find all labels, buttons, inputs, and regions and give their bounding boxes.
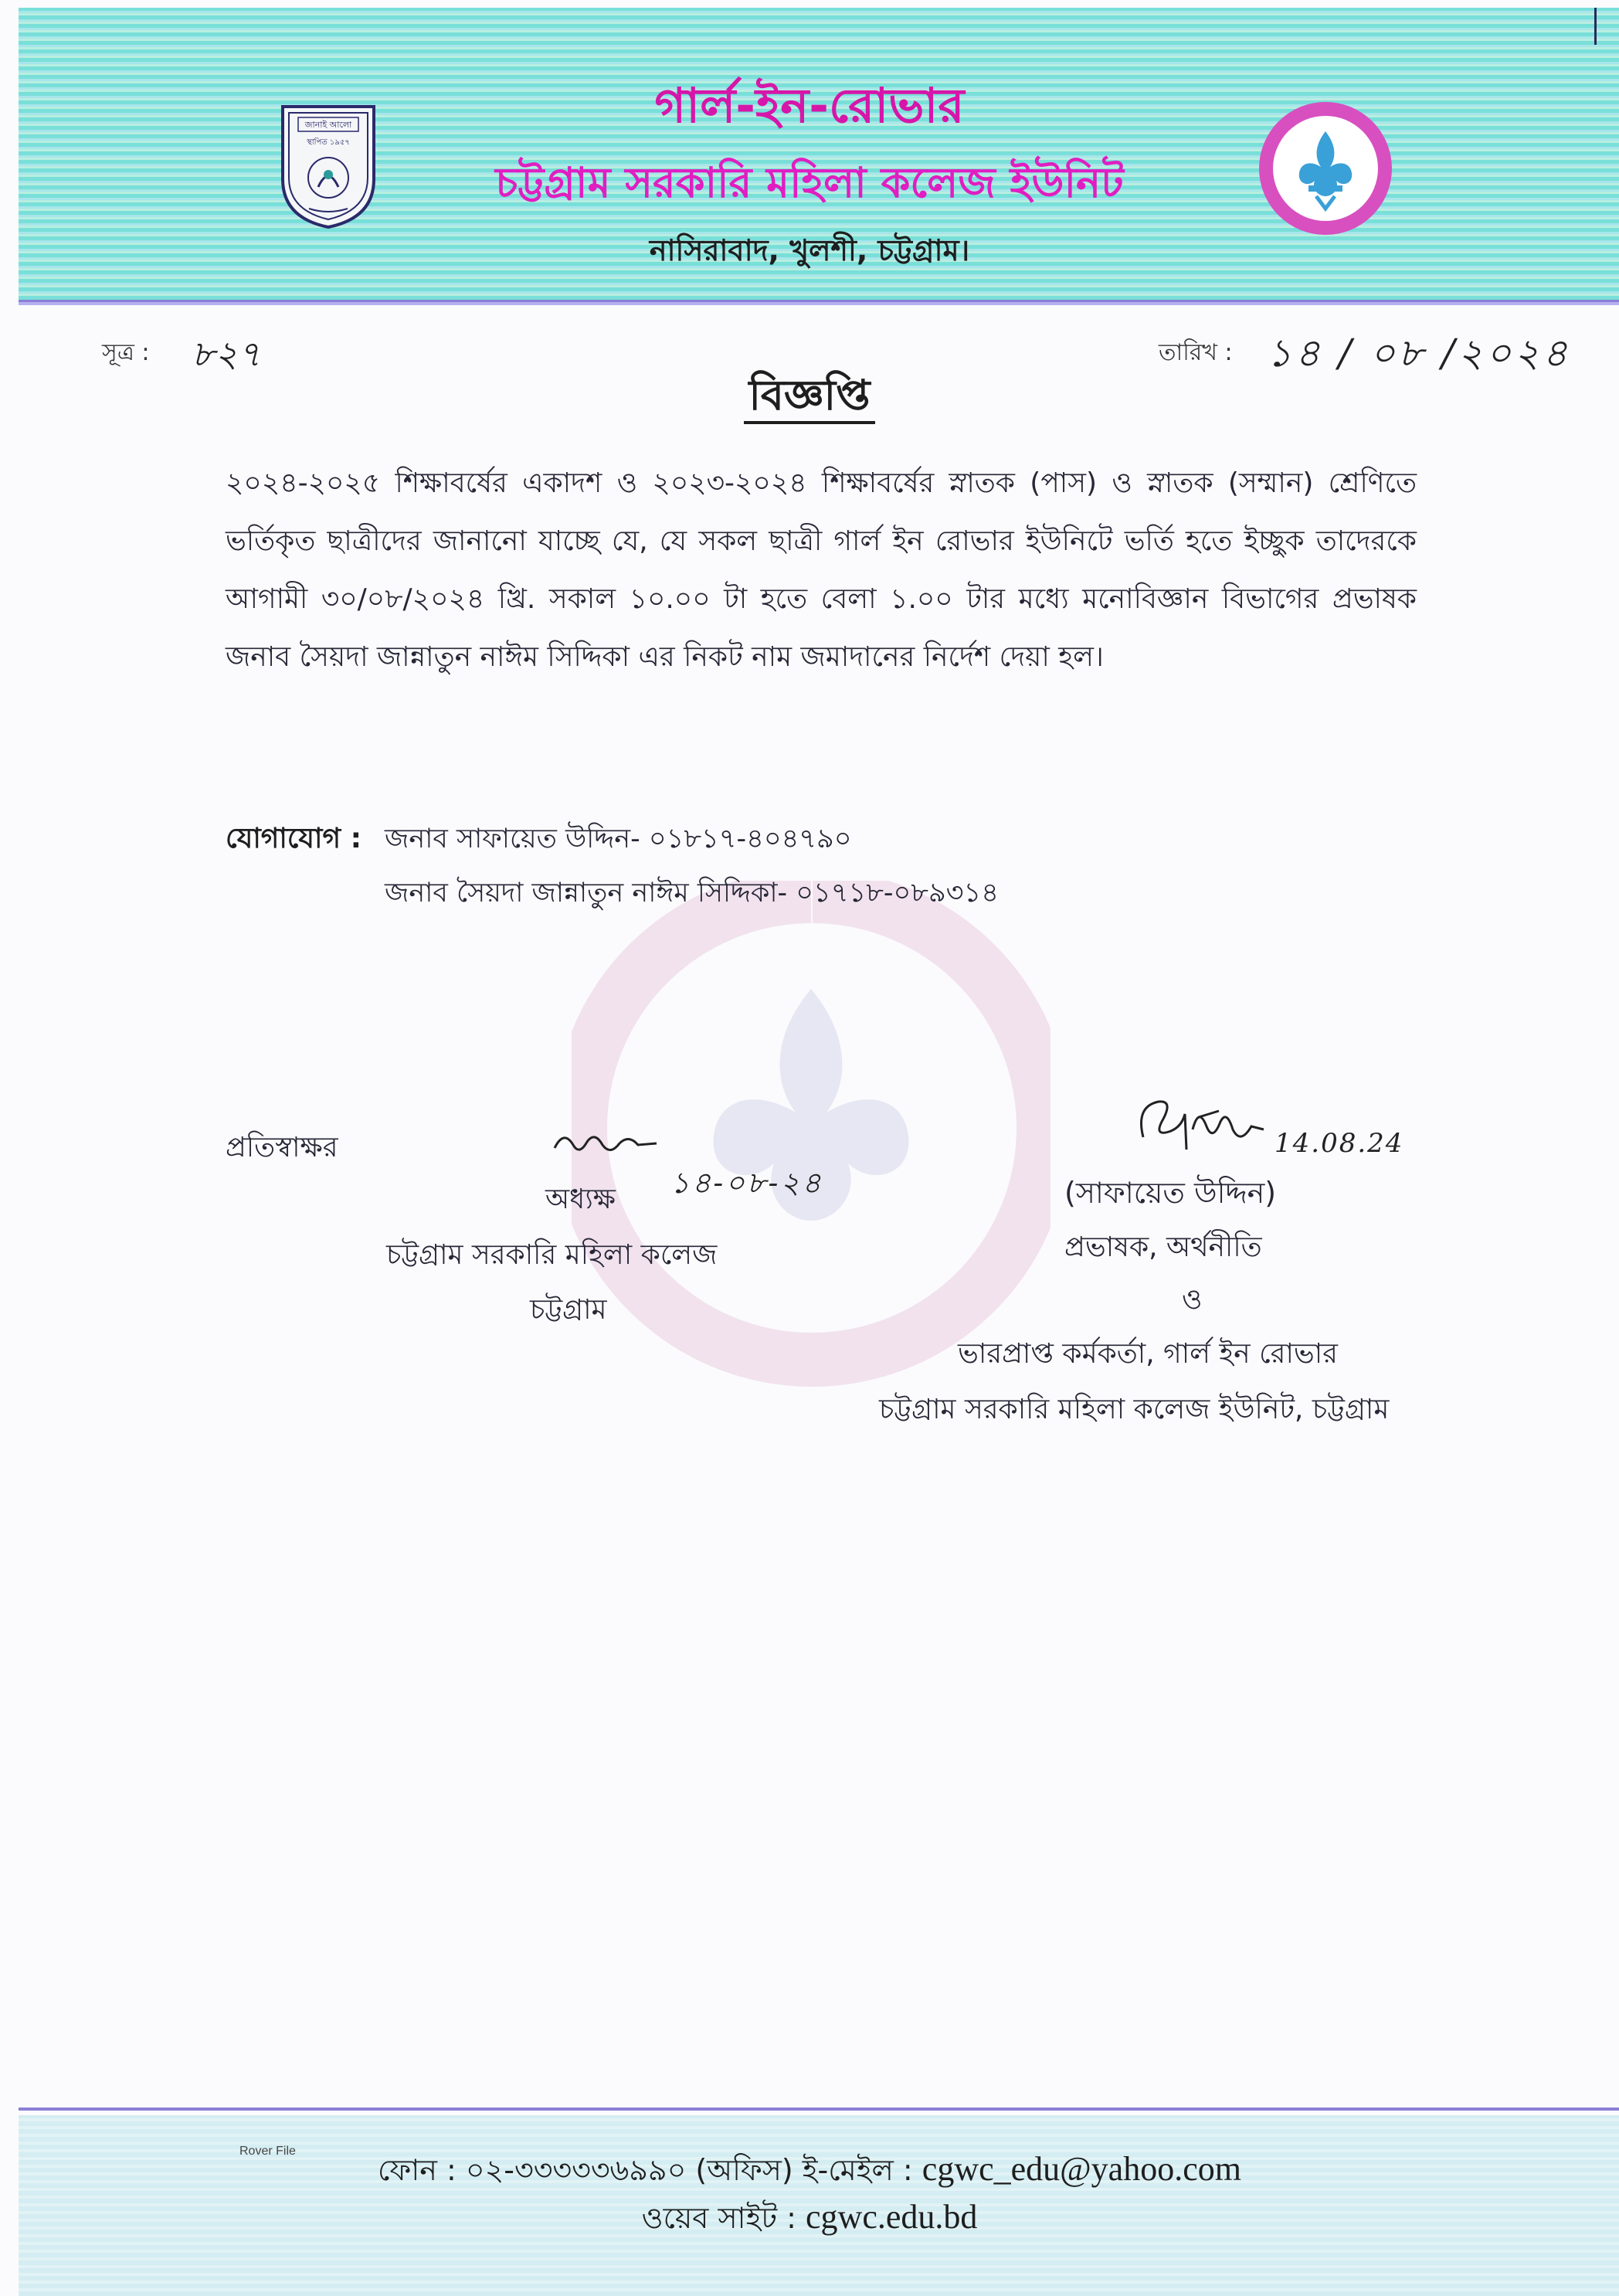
date-label: তারিখ :	[1159, 339, 1233, 366]
officer-conjunction: ও	[1182, 1284, 1203, 1316]
footer-web-line	[0, 2196, 1619, 2245]
principal-sign-date: ১৪-০৮-২৪	[670, 1166, 823, 1200]
footer-web-label: ওয়েব সাইট :	[641, 2201, 796, 2235]
footer-contact-line	[0, 2148, 1619, 2197]
college-logo-top-text: জানাই আলো	[304, 120, 352, 130]
date-value: ১৪ / ০৮ /২০২৪	[1267, 331, 1571, 375]
address: নাসিরাবাদ, খুলশী, চট্টগ্রাম।	[649, 233, 970, 267]
footer-email-link[interactable]: cgwc_edu@yahoo.com	[922, 2150, 1241, 2188]
ref-number: ৮২৭	[192, 333, 261, 375]
officer-post: প্রভাষক, অর্থনীতি	[1064, 1231, 1262, 1263]
contact-label: যোগাযোগ :	[226, 823, 361, 854]
ref-label: সূত্র :	[102, 339, 150, 366]
notice-body: ২০২৪-২০২৫ শিক্ষাবর্ষের একাদশ ও ২০২৩-২০২৪ শিক্ষাবর্ষের স্নাতক (পাস) ও স্নাতক (সম্মান) শ্রেণিতে ভর্তিকৃত ছাত্রীদের জানানো যাচ্ছে যে, যে সকল ছাত্রী গার্ল ইন রোভার ইউনিটে ভর্তি হতে ইচ্ছুক তাদেরকে আগামী ৩০/০৮/২০২৪ খ্রি. সকাল ১০.০০ টা হতে বেলা ১.০০ টার মধ্যে মনোবিজ্ঞান বিভাগের প্রভাষক জনাব সৈয়দা জান্নাতুন নাঈম সিদ্দিকা এর নিকট নাম জমাদানের নির্দেশ দেয়া হল।	[226, 467, 1417, 673]
college-logo-est-text: স্থাপিত ১৯৫৭	[307, 138, 350, 147]
footer-phone: ফোন : ০২-৩৩৩৩৩৬৯৯০ (অফিস) ই-মেইল :	[378, 2153, 913, 2187]
scout-emblem-icon	[1258, 100, 1393, 236]
principal-title: অধ্যক্ষ	[545, 1184, 616, 1215]
letterhead-divider	[19, 302, 1619, 305]
edge-mark	[1594, 8, 1597, 45]
contact-line-2: জনাব সৈয়দা জান্নাতুন নাঈম সিদ্দিকা- ০১৭১৮-০৮৯৩১৪	[385, 878, 999, 909]
footer-divider	[19, 2107, 1619, 2111]
principal-city: চট্টগ্রাম	[530, 1294, 607, 1326]
officer-charge: ভারপ্রাপ্ত কর্মকর্তা, গার্ল ইন রোভার	[958, 1338, 1338, 1370]
countersign-label: প্রতিস্বাক্ষর	[226, 1132, 338, 1163]
college-crest-icon	[278, 102, 378, 230]
principal-college: চট্টগ্রাম সরকারি মহিলা কলেজ	[386, 1239, 718, 1271]
notice-heading	[0, 363, 1619, 433]
contact-line-1: জনাব সাফায়েত উদ্দিন- ০১৮১৭-৪০৪৭৯০	[385, 824, 852, 854]
officer-unit: চট্টগ্রাম সরকারি মহিলা কলেজ ইউনিট, চট্টগ্রাম	[879, 1394, 1390, 1425]
notice-heading-text: বিজ্ঞপ্তি	[744, 371, 874, 424]
file-label: Rover File	[239, 2145, 296, 2158]
unit-title: চট্টগ্রাম সরকারি মহিলা কলেজ ইউনিট	[495, 158, 1124, 207]
officer-sign-date: 14.08.24	[1274, 1128, 1404, 1159]
officer-name: (সাফায়েত উদ্দিন)	[1064, 1176, 1277, 1210]
org-title: গার্ল-ইন-রোভার	[654, 77, 965, 134]
footer-website-link[interactable]: cgwc.edu.bd	[806, 2198, 978, 2236]
